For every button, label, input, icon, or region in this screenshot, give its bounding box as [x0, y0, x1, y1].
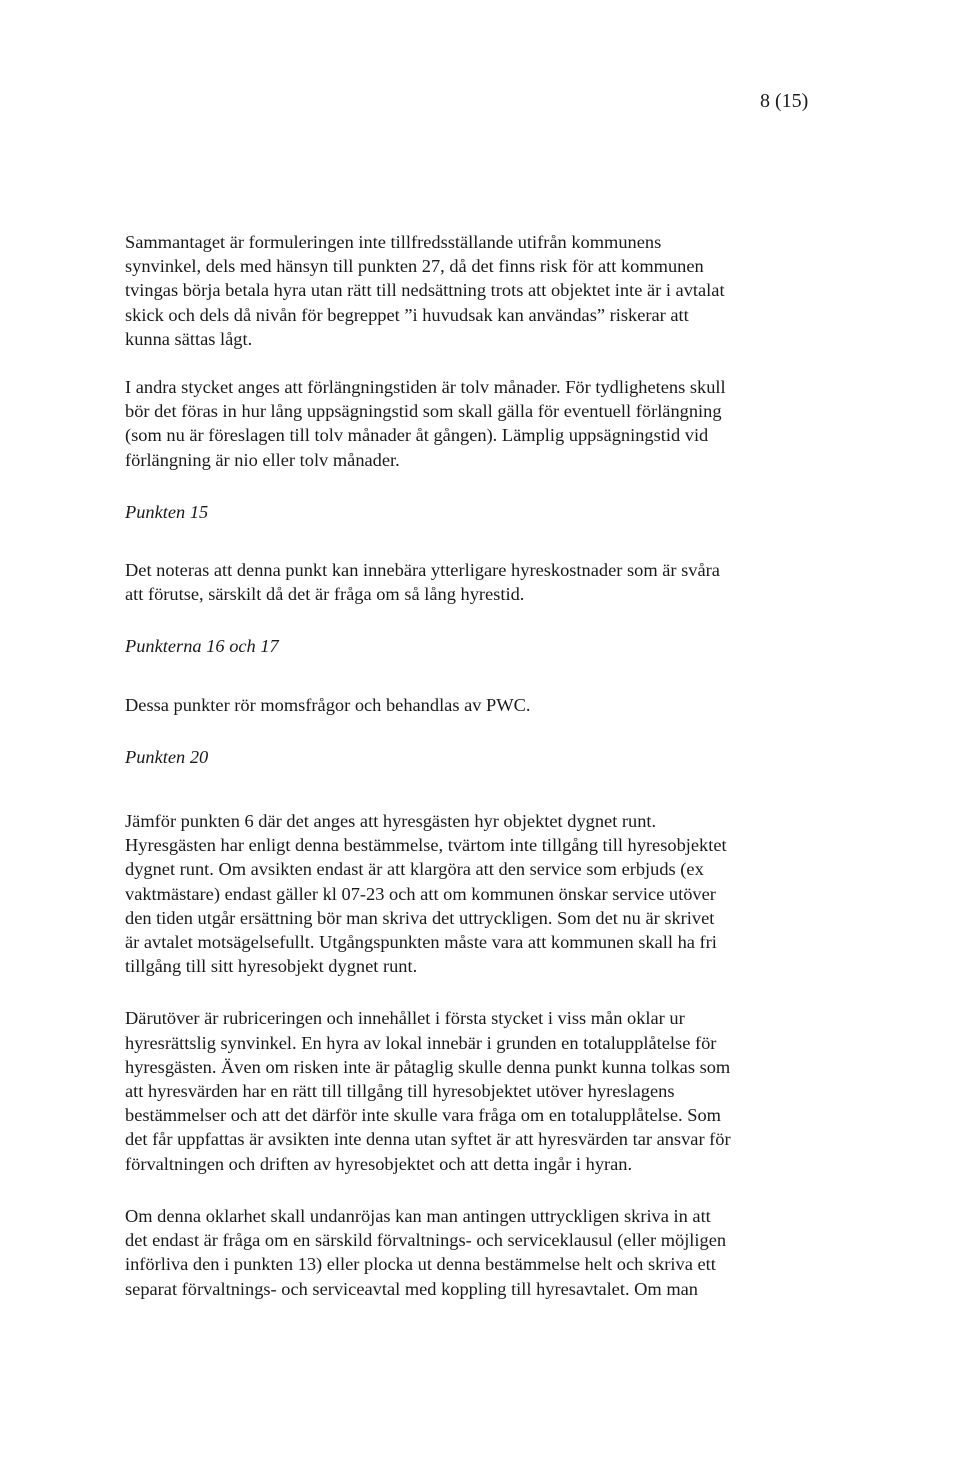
paragraph-rubricering [125, 1006, 825, 1175]
text-line: det får uppfattas är avsikten inte denna utan syftet är att hyresvärden tar ansvar för [125, 1129, 731, 1150]
text-line: bör det föras in hur lång uppsägningstid som skall gälla för eventuell förlängning [125, 401, 722, 422]
paragraph-oklarhet [125, 1204, 825, 1301]
text-line: Jämför punkten 6 där det anges att hyresgästen hyr objektet dygnet runt. [125, 811, 657, 832]
text-line: hyresgästen. Även om risken inte är påtaglig skulle denna punkt kunna tolkas som [125, 1056, 731, 1077]
text-line: (som nu är föreslagen till tolv månader åt gången). Lämplig uppsägningstid vid [125, 425, 709, 446]
text-line: vaktmästare) endast gäller kl 07-23 och att om kommunen önskar service utöver [125, 883, 716, 904]
text-line: Det noteras att denna punkt kan innebära ytterligare hyreskostnader som är svåra [125, 560, 720, 581]
paragraph-extension [125, 375, 825, 472]
text-line: Om denna oklarhet skall undanröjas kan man antingen uttryckligen skriva in att [125, 1205, 711, 1226]
text-line: tillgång till sitt hyresobjekt dygnet runt. [125, 956, 418, 977]
text-line: separat förvaltnings- och serviceavtal med koppling till hyresavtalet. Om man [125, 1278, 699, 1299]
paragraph-punkten-20 [125, 809, 825, 978]
text-line: Hyresgästen har enligt denna bestämmelse, tvärtom inte tillgång till hyresobjektet [125, 835, 727, 856]
text-line: Sammantaget är formuleringen inte tillfredsställande utifrån kommunens [125, 232, 662, 252]
text-line: att hyresvärden har en rätt till tillgång till hyresobjektet utöver hyreslagens [125, 1081, 675, 1102]
section-heading: Punkten 20 [125, 746, 209, 767]
text-line: I andra stycket anges att förlängningstiden är tolv månader. För tydlighetens skull [125, 377, 726, 398]
text-line: förlängning är nio eller tolv månader. [125, 449, 400, 470]
text-line: den tiden utgår ersättning bör man skriva det uttryckligen. Som det nu är skrivet [125, 907, 715, 928]
text-line: förvaltningen och driften av hyresobjektet och att detta ingår i hyran. [125, 1153, 633, 1174]
text-line: skick och dels då nivån för begreppet ”i huvudsak kan användas” riskerar att [125, 304, 689, 325]
document-body [125, 230, 825, 1301]
page-number: 8 (15) [760, 90, 809, 112]
section-heading: Punkten 15 [125, 501, 209, 522]
text-line: bestämmelser och att det därför inte skulle vara fråga om en totalupplåtelse. Som [125, 1105, 721, 1126]
text-line: är avtalet motsägelsefullt. Utgångspunkten måste vara att kommunen skall ha fri [125, 932, 717, 953]
paragraph-punkterna-16-17 [125, 693, 825, 717]
text-line: det endast är fråga om en särskild förvaltnings- och serviceklausul (eller möjligen [125, 1230, 727, 1251]
text-line: synvinkel, dels med hänsyn till punkten 27, då det finns risk för att kommunen [125, 256, 704, 277]
text-line: tvingas börja betala hyra utan rätt till nedsättning trots att objektet inte är i avtalat [125, 280, 725, 301]
text-line: införliva den i punkten 13) eller plocka ut denna bestämmelse helt och skriva ett [125, 1254, 716, 1275]
text-line: kunna sättas lågt. [125, 328, 253, 349]
paragraph-punkten-15 [125, 558, 825, 606]
text-line: Därutöver är rubriceringen och innehållet i första stycket i viss mån oklar ur [125, 1008, 685, 1029]
text-line: Dessa punkter rör momsfrågor och behandlas av PWC. [125, 694, 531, 715]
text-line: att förutse, särskilt då det är fråga om så lång hyrestid. [125, 584, 525, 605]
section-heading: Punkterna 16 och 17 [125, 636, 279, 657]
paragraph-summary [125, 230, 825, 351]
text-line: dygnet runt. Om avsikten endast är att klargöra att den service som erbjuds (ex [125, 859, 704, 880]
text-line: hyresrättslig synvinkel. En hyra av lokal innebär i grunden en totalupplåtelse för [125, 1032, 717, 1053]
